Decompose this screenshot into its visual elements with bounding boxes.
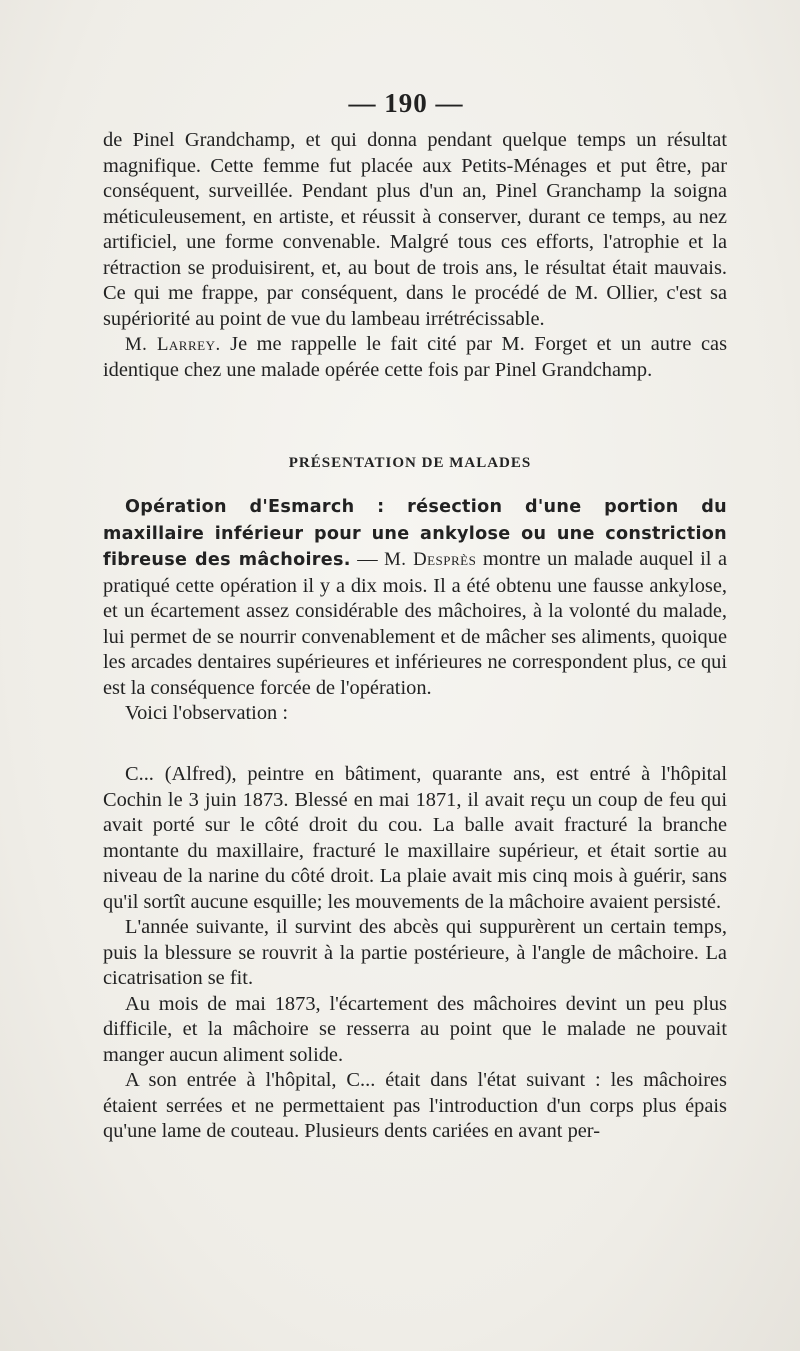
operation-title: Opération d'Esmarch : résection d'une portion du maxillaire inférieur pour une ankylose ou une constriction fibreuse des mâchoires. [103, 497, 727, 570]
section-heading: PRÉSENTATION DE MALADES [288, 455, 532, 471]
dash: — [350, 548, 385, 570]
paragraph-esmarch [103, 494, 727, 701]
paragraph-observation: Voici l'observation : [125, 702, 289, 724]
paragraph: de Pinel Grandchamp, et qui donna pendant quelque temps un résultat magnifique. Cette femme fut placée aux Petits-Ménages et put être, par conséquent, surveillée. Pendant plus d'un an, Pinel Granchamp la soigna méticuleusement, en artiste, et réussit à conserver, durant ce temps, au nez artificiel, une forme convenable. Malgré tous ces efforts, l'atrophie et la rétraction se produisirent, et, au bout de trois ans, le résultat était mauvais. Ce qui me frappe, par conséquent, dans le procédé de M. Ollier, c'est sa supériorité au point de vue du lambeau irrétrécissable. [103, 129, 727, 330]
speaker-name: M. Desprès [384, 549, 477, 570]
text-block-presentation [103, 494, 727, 727]
paragraph: A son entrée à l'hôpital, C... était dans l'état suivant : les mâchoires étaient serrées et ne permettaient pas l'introduction d'un corps plus épais qu'une lame de couteau. Plusieurs dents cariées en avant per- [103, 1069, 727, 1142]
paragraph-larrey [103, 332, 727, 383]
paragraph: Au mois de mai 1873, l'écartement des mâchoires devint un peu plus difficile, et la mâchoire se resserra au point que le malade ne pouvait manger aucun aliment solide. [103, 992, 727, 1066]
paragraph: L'année suivante, il survint des abcès qui suppurèrent un certain temps, puis la blessure se rouvrit à la partie postérieure, à l'angle de mâchoire. La cicatrisation se fit. [103, 916, 727, 989]
paragraph: C... (Alfred), peintre en bâtiment, quarante ans, est entré à l'hôpital Cochin le 3 juin 1873. Blessé en mai 1871, il avait reçu un coup de feu qui avait porté sur le côté droit du cou. La balle avait fracturé la branche montante du maxillaire, fracturé le maxillaire supérieur, et était sortie au niveau de la narine du côté droit. La plaie avait mis cinq mois à guérir, sans qu'il sortît aucune esquille; les mouvements de la mâchoire avaient persisté. [103, 763, 727, 913]
paragraph-text: montre un malade auquel il a pratiqué cette opération il y a dix mois. Il a été obtenu une fausse ankylose, et un écartement assez considérable des mâchoires, à la volonté du malade, lui permet de se nourrir convenablement et de mâcher ses aliments, quoique les arcades dentaires supérieures et inférieures ne correspondent plus, ce qui est la conséquence forcée de l'opération. [103, 548, 727, 699]
text-block-observation [103, 762, 727, 1145]
page-number: — 190 — [348, 88, 464, 118]
text-block-intro [103, 128, 727, 383]
paragraph-text: Je me rappelle le fait cité par M. Forget et un autre cas identique chez une malade opérée cette fois par Pinel Grandchamp. [103, 333, 728, 381]
speaker-name: M. Larrey. [125, 334, 221, 355]
